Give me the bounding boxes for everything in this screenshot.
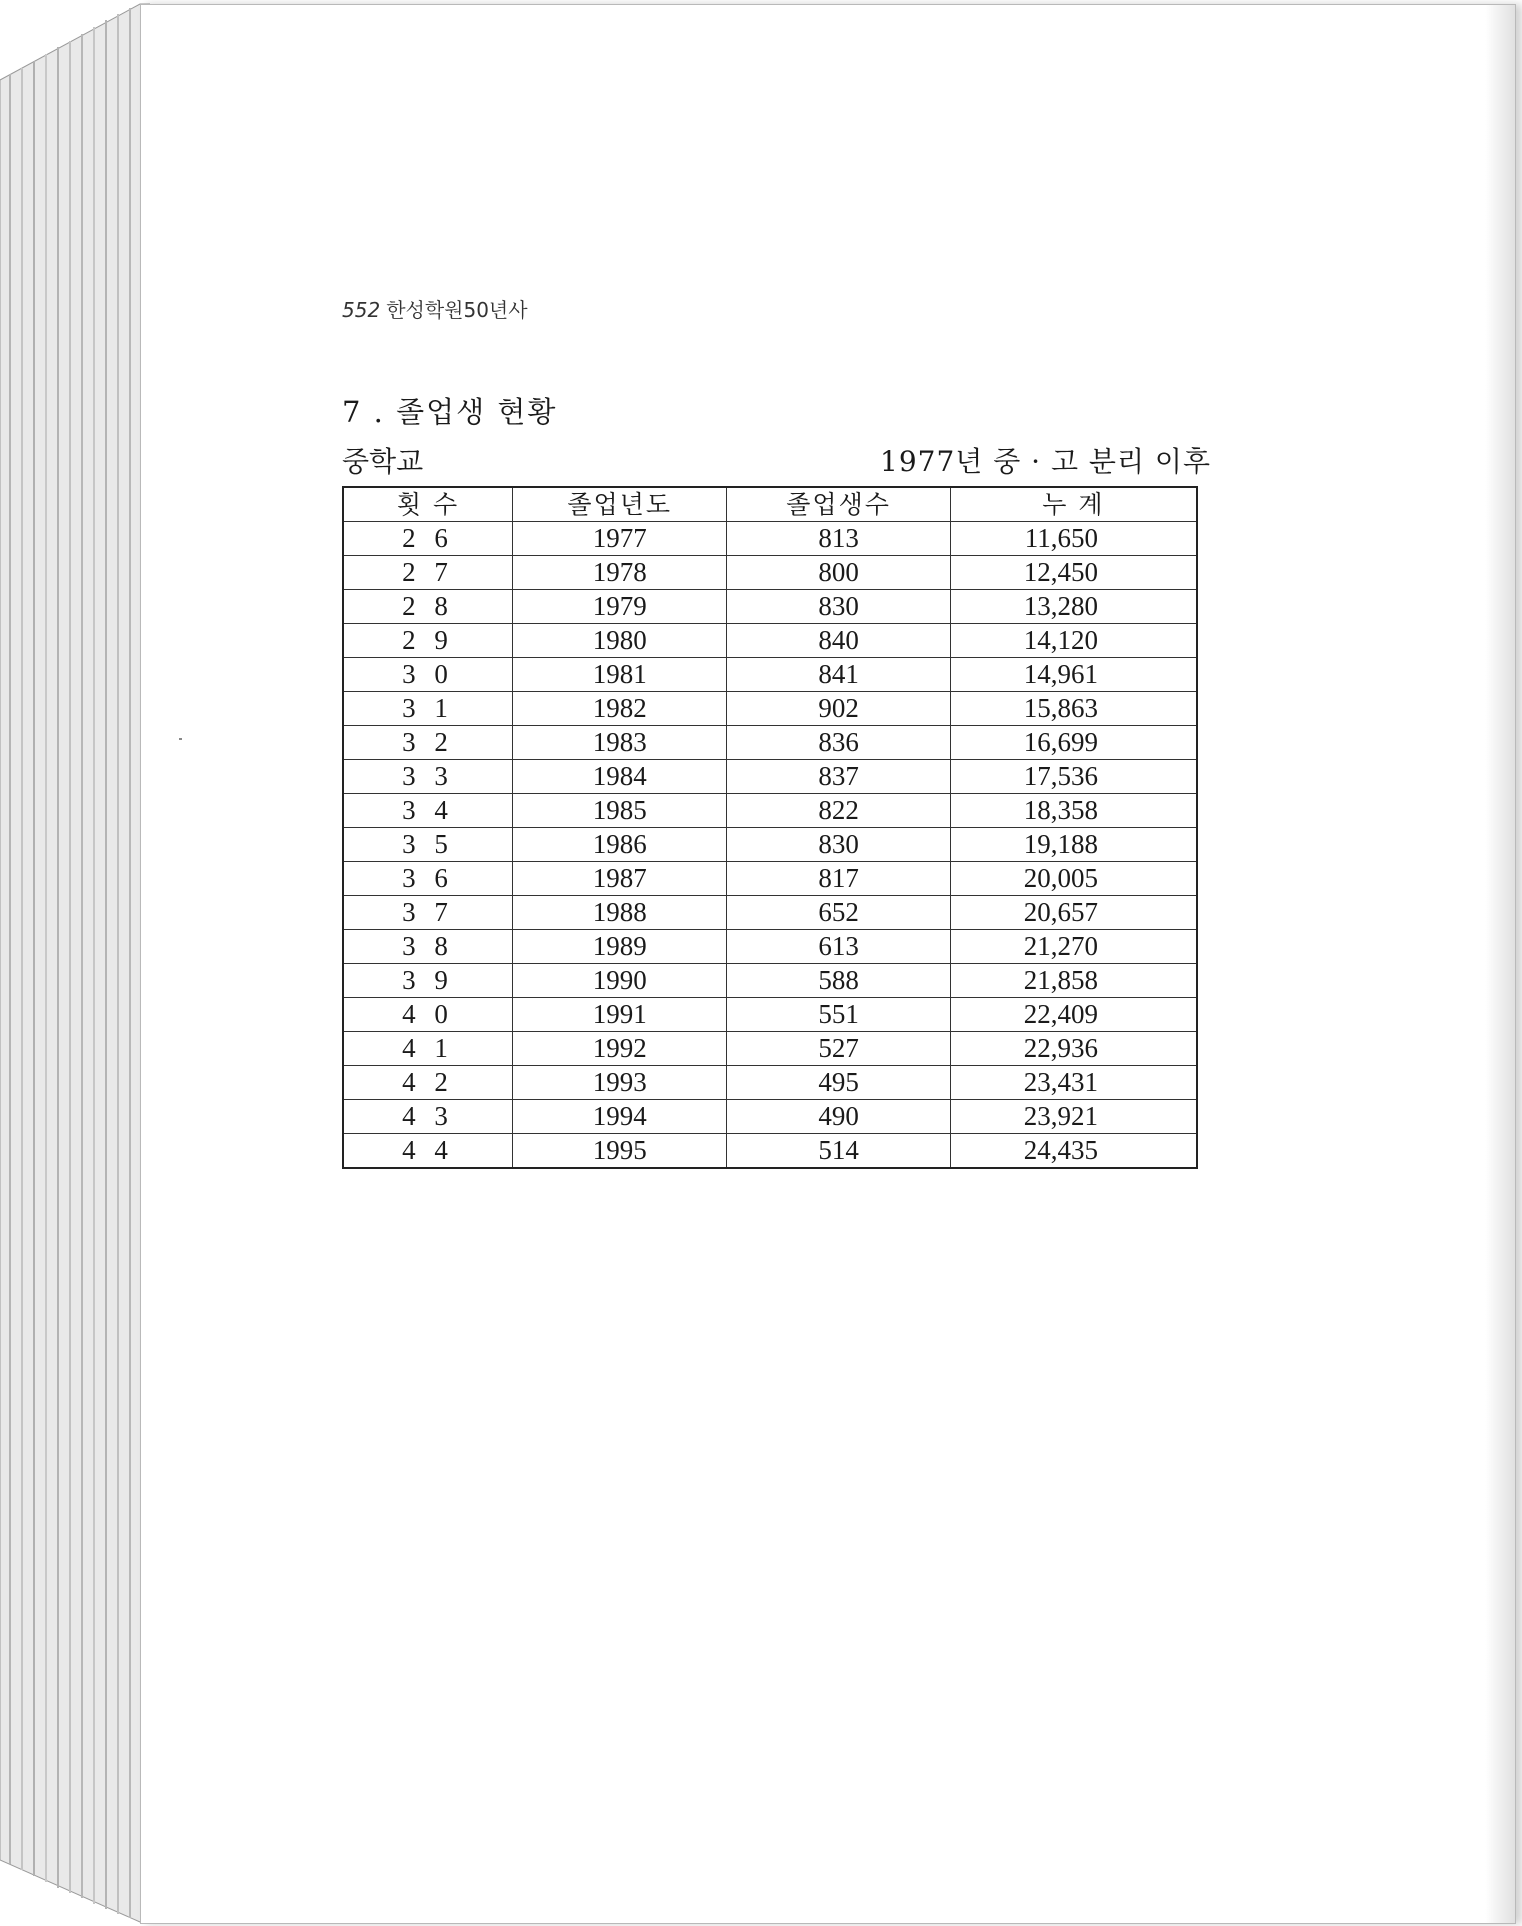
scan-speck [179, 738, 182, 740]
cell-year: 1990 [512, 964, 726, 998]
cell-count: 3 2 [343, 726, 512, 760]
cell-count: 2 9 [343, 624, 512, 658]
cell-cumulative: 18,358 [950, 794, 1197, 828]
cell-graduates: 613 [727, 930, 950, 964]
cell-year: 1987 [512, 862, 726, 896]
cell-year: 1977 [512, 522, 726, 556]
cell-year: 1981 [512, 658, 726, 692]
table-row [343, 590, 1197, 624]
table-row [343, 760, 1197, 794]
cell-graduates: 588 [727, 964, 950, 998]
cell-cumulative: 23,431 [950, 1066, 1197, 1100]
cell-year: 1988 [512, 896, 726, 930]
cell-cumulative: 21,858 [950, 964, 1197, 998]
cell-cumulative: 21,270 [950, 930, 1197, 964]
page-edge-shadow [1485, 5, 1515, 1923]
table-row [343, 658, 1197, 692]
cell-count: 3 9 [343, 964, 512, 998]
table-header-row [343, 487, 1197, 522]
school-label: 중학교 [342, 445, 424, 478]
cell-cumulative: 16,699 [950, 726, 1197, 760]
cell-graduates: 817 [727, 862, 950, 896]
table-row [343, 794, 1197, 828]
cell-cumulative: 20,005 [950, 862, 1197, 896]
cell-count: 4 3 [343, 1100, 512, 1134]
cell-count: 3 7 [343, 896, 512, 930]
cell-year: 1991 [512, 998, 726, 1032]
cell-count: 4 1 [343, 1032, 512, 1066]
cell-graduates: 527 [727, 1032, 950, 1066]
page-number: 552 [342, 298, 381, 322]
cell-count: 4 4 [343, 1134, 512, 1169]
table-row [343, 1066, 1197, 1100]
cell-year: 1995 [512, 1134, 726, 1169]
cell-cumulative: 17,536 [950, 760, 1197, 794]
cell-cumulative: 12,450 [950, 556, 1197, 590]
cell-graduates: 514 [727, 1134, 950, 1169]
cell-graduates: 830 [727, 590, 950, 624]
cell-year: 1985 [512, 794, 726, 828]
table-row [343, 522, 1197, 556]
cell-count: 3 0 [343, 658, 512, 692]
cell-year: 1993 [512, 1066, 726, 1100]
cell-count: 3 6 [343, 862, 512, 896]
cell-graduates: 830 [727, 828, 950, 862]
cell-cumulative: 15,863 [950, 692, 1197, 726]
cell-graduates: 490 [727, 1100, 950, 1134]
cell-graduates: 652 [727, 896, 950, 930]
cell-count: 3 1 [343, 692, 512, 726]
cell-graduates: 836 [727, 726, 950, 760]
table-row [343, 1134, 1197, 1169]
cell-year: 1979 [512, 590, 726, 624]
table-row [343, 1100, 1197, 1134]
column-header-graduates: 졸업생수 [727, 487, 950, 522]
cell-graduates: 841 [727, 658, 950, 692]
cell-count: 2 8 [343, 590, 512, 624]
graduates-table [342, 486, 1198, 1169]
cell-year: 1992 [512, 1032, 726, 1066]
period-note: 1977년 중 · 고 분리 이후 [880, 445, 1211, 478]
cell-cumulative: 22,936 [950, 1032, 1197, 1066]
table-row [343, 930, 1197, 964]
cell-year: 1980 [512, 624, 726, 658]
cell-count: 4 0 [343, 998, 512, 1032]
cell-year: 1994 [512, 1100, 726, 1134]
cell-cumulative: 24,435 [950, 1134, 1197, 1169]
cell-year: 1983 [512, 726, 726, 760]
cell-cumulative: 20,657 [950, 896, 1197, 930]
table-row [343, 998, 1197, 1032]
table-row [343, 692, 1197, 726]
cell-cumulative: 23,921 [950, 1100, 1197, 1134]
cell-count: 3 4 [343, 794, 512, 828]
running-header [342, 294, 528, 323]
table-row [343, 556, 1197, 590]
book-title: 한성학원50년사 [386, 298, 528, 322]
cell-cumulative: 19,188 [950, 828, 1197, 862]
cell-cumulative: 14,120 [950, 624, 1197, 658]
column-header-year: 졸업년도 [512, 487, 726, 522]
table-row [343, 828, 1197, 862]
cell-count: 3 5 [343, 828, 512, 862]
cell-graduates: 902 [727, 692, 950, 726]
cell-graduates: 822 [727, 794, 950, 828]
table-row [343, 726, 1197, 760]
cell-graduates: 551 [727, 998, 950, 1032]
cell-year: 1989 [512, 930, 726, 964]
cell-cumulative: 14,961 [950, 658, 1197, 692]
cell-count: 3 3 [343, 760, 512, 794]
column-header-count: 횟 수 [343, 487, 512, 522]
table-row [343, 964, 1197, 998]
cell-count: 4 2 [343, 1066, 512, 1100]
table-row [343, 862, 1197, 896]
column-header-cumulative: 누 계 [950, 487, 1197, 522]
cell-year: 1986 [512, 828, 726, 862]
cell-year: 1978 [512, 556, 726, 590]
cell-year: 1982 [512, 692, 726, 726]
cell-count: 2 7 [343, 556, 512, 590]
table-row [343, 1032, 1197, 1066]
cell-cumulative: 11,650 [950, 522, 1197, 556]
book-page-stack [0, 0, 150, 1926]
cell-graduates: 840 [727, 624, 950, 658]
cell-graduates: 495 [727, 1066, 950, 1100]
cell-graduates: 800 [727, 556, 950, 590]
cell-cumulative: 13,280 [950, 590, 1197, 624]
section-title: 7 . 졸업생 현황 [342, 395, 558, 429]
cell-graduates: 813 [727, 522, 950, 556]
cell-year: 1984 [512, 760, 726, 794]
cell-cumulative: 22,409 [950, 998, 1197, 1032]
table-row [343, 896, 1197, 930]
cell-count: 2 6 [343, 522, 512, 556]
table-row [343, 624, 1197, 658]
cell-graduates: 837 [727, 760, 950, 794]
cell-count: 3 8 [343, 930, 512, 964]
